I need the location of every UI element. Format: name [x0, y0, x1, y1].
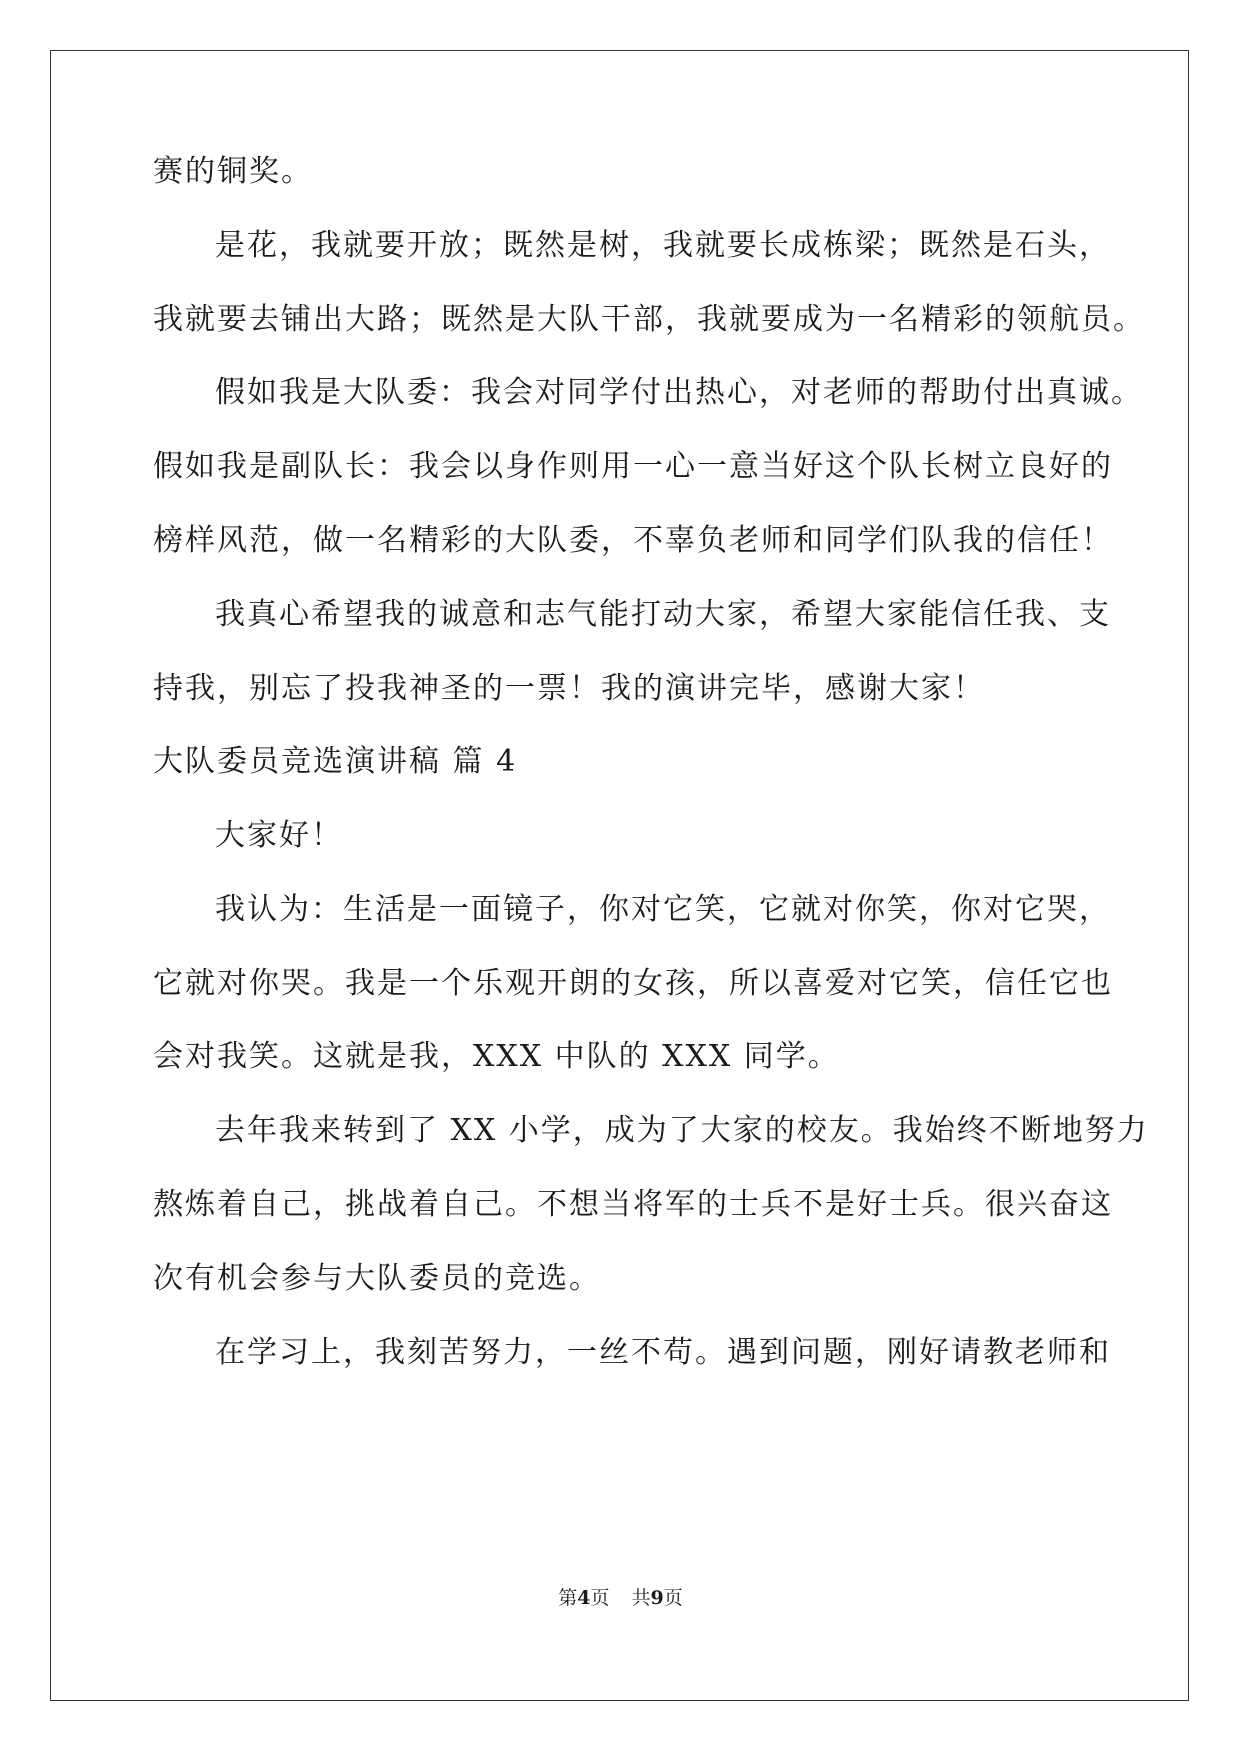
page-number: 4	[577, 1587, 591, 1609]
total-suffix: 页	[663, 1587, 683, 1609]
total-prefix: 共	[631, 1587, 651, 1609]
page-suffix: 页	[590, 1587, 610, 1609]
paragraph-line: 熬炼着自己，挑战着自己。不想当将军的士兵不是好士兵。很兴奋这	[153, 1187, 1113, 1222]
page-border	[50, 50, 1189, 1701]
paragraph-line: 我就要去铺出大路；既然是大队干部，我就要成为一名精彩的领航员。	[153, 302, 1145, 337]
paragraph-line: 榜样风范，做一名精彩的大队委，不辜负老师和同学们队我的信任！	[153, 523, 1113, 558]
paragraph-line: 持我，别忘了投我神圣的一票！我的演讲完毕，感谢大家！	[153, 671, 985, 706]
page-prefix: 第	[558, 1587, 578, 1609]
page-footer	[0, 1586, 1241, 1610]
paragraph-line: 在学习上，我刻苦努力，一丝不苟。遇到问题，刚好请教老师和	[215, 1335, 1111, 1370]
paragraph-line: 会对我笑。这就是我，XXX 中队的 XXX 同学。	[153, 1039, 840, 1074]
paragraph-line: 去年我来转到了 XX 小学，成为了大家的校友。我始终不断地努力	[215, 1113, 1149, 1148]
paragraph-line: 我认为：生活是一面镜子，你对它笑，它就对你笑，你对它哭，	[215, 892, 1111, 927]
greeting-line: 大家好！	[215, 818, 343, 853]
paragraph-line: 假如我是大队委：我会对同学付出热心，对老师的帮助付出真诚。	[215, 375, 1143, 410]
section-heading: 大队委员竞选演讲稿 篇 4	[153, 744, 518, 779]
paragraph-line: 是花，我就要开放；既然是树，我就要长成栋梁；既然是石头，	[215, 228, 1111, 263]
total-pages: 9	[650, 1587, 664, 1609]
paragraph-line: 次有机会参与大队委员的竞选。	[153, 1261, 601, 1296]
text-line-1: 赛的铜奖。	[153, 154, 313, 189]
paragraph-line: 我真心希望我的诚意和志气能打动大家，希望大家能信任我、支	[215, 597, 1111, 632]
paragraph-line: 假如我是副队长：我会以身作则用一心一意当好这个队长树立良好的	[153, 449, 1113, 484]
paragraph-line: 它就对你哭。我是一个乐观开朗的女孩，所以喜爱对它笑，信任它也	[153, 966, 1113, 1001]
